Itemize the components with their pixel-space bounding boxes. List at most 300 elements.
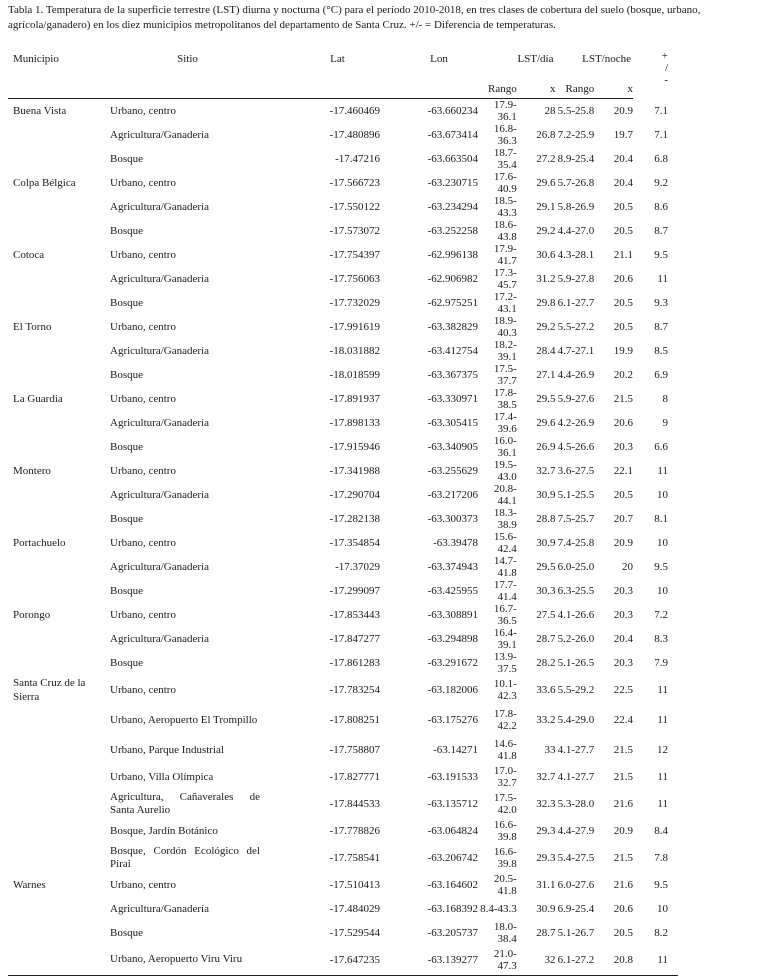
dia-rango-cell: 17.8-38.5 bbox=[493, 387, 517, 411]
noche-x-cell: 20.4 bbox=[613, 633, 633, 645]
lat-cell: -17.37029 bbox=[335, 561, 380, 573]
lat-cell: -17.341988 bbox=[329, 465, 380, 477]
dia-x-cell: 29.2 bbox=[536, 225, 556, 237]
lon-cell: -63.673414 bbox=[427, 129, 478, 141]
noche-x-cell: 20.4 bbox=[613, 177, 633, 189]
noche-x-cell: 20.4 bbox=[613, 153, 633, 165]
diff-cell: 10 bbox=[657, 489, 668, 501]
dia-x-cell: 32.3 bbox=[536, 798, 556, 810]
lat-cell: -17.647235 bbox=[265, 945, 380, 976]
dia-x-cell: 27.5 bbox=[536, 609, 556, 621]
lat-cell: -17.808251 bbox=[329, 714, 380, 726]
municipio-cell: La Guardia bbox=[13, 393, 63, 405]
municipio-cell bbox=[8, 339, 110, 363]
noche-rango-cell: 6.1-27.7 bbox=[557, 297, 595, 309]
dia-rango-cell: 18.5-43.3 bbox=[493, 195, 517, 219]
noche-x-cell: 20.3 bbox=[613, 609, 633, 621]
lat-cell: -17.354854 bbox=[329, 537, 380, 549]
dia-x-cell: 28.8 bbox=[536, 513, 556, 525]
noche-x-cell: 21.5 bbox=[613, 393, 633, 405]
header-noche-rango: Rango bbox=[556, 80, 595, 99]
dia-rango-cell: 16.6-39.8 bbox=[493, 846, 517, 870]
sitio-cell: Agricultura/Ganadería bbox=[110, 273, 209, 285]
noche-rango-cell: 5.4-27.5 bbox=[557, 852, 595, 864]
noche-x-cell: 21.1 bbox=[613, 249, 633, 261]
table-row bbox=[8, 873, 678, 897]
diff-cell: 8.4 bbox=[654, 825, 668, 837]
municipio-cell bbox=[8, 435, 110, 459]
sitio-cell: Bosque bbox=[110, 153, 143, 165]
noche-rango-cell: 6.0-27.6 bbox=[557, 879, 595, 891]
sitio-cell bbox=[110, 843, 265, 873]
municipio-cell bbox=[8, 843, 110, 873]
lon-cell: -63.330971 bbox=[427, 393, 478, 405]
lon-cell: -63.308891 bbox=[427, 609, 478, 621]
lon-cell: -63.135712 bbox=[427, 798, 478, 810]
dia-rango-cell: 16.0-36.1 bbox=[493, 435, 517, 459]
header-dia-rango: Rango bbox=[478, 80, 517, 99]
table-row bbox=[8, 675, 678, 705]
noche-x-cell: 20.3 bbox=[613, 585, 633, 597]
lat-cell: -17.758541 bbox=[329, 852, 380, 864]
lon-cell: -63.139277 bbox=[380, 945, 478, 976]
municipio-cell bbox=[8, 789, 110, 819]
table-row bbox=[8, 123, 678, 147]
lat-cell: -17.783254 bbox=[329, 684, 380, 696]
municipio-cell bbox=[8, 507, 110, 531]
noche-rango-cell: 6.0-25.0 bbox=[557, 561, 595, 573]
municipio-cell bbox=[8, 765, 110, 789]
noche-rango-cell: 5.1-26.7 bbox=[557, 926, 595, 939]
noche-rango-cell: 5.5-29.2 bbox=[557, 684, 595, 696]
diff-cell: 8 bbox=[662, 393, 668, 405]
lon-cell: -63.206742 bbox=[427, 852, 478, 864]
diff-cell: 11 bbox=[657, 273, 668, 285]
diff-cell: 8.6 bbox=[654, 201, 668, 213]
lat-cell: -17.898133 bbox=[329, 417, 380, 429]
dia-x-cell: 33.6 bbox=[536, 684, 556, 696]
table-body bbox=[8, 99, 678, 976]
noche-x-cell: 20.9 bbox=[613, 105, 633, 117]
dia-x-cell: 29.5 bbox=[536, 393, 556, 405]
dia-x-cell: 28.7 bbox=[536, 926, 556, 939]
lat-cell: -17.529544 bbox=[329, 926, 380, 939]
municipio-cell bbox=[8, 291, 110, 315]
lat-cell: -17.484029 bbox=[329, 902, 380, 915]
diff-cell: 8.1 bbox=[654, 513, 668, 525]
dia-x-cell: 32.7 bbox=[536, 465, 556, 477]
dia-x-cell: 33.2 bbox=[536, 714, 556, 726]
table-row bbox=[8, 555, 678, 579]
noche-x-cell: 20.6 bbox=[613, 902, 633, 915]
lon-cell: -63.064824 bbox=[427, 825, 478, 837]
municipio-cell bbox=[8, 921, 110, 945]
noche-x-cell: 20.3 bbox=[613, 657, 633, 669]
sitio-cell: Bosque, Jardín Botánico bbox=[110, 825, 218, 837]
noche-x-cell: 21.5 bbox=[613, 852, 633, 864]
dia-rango-cell: 17.5-42.0 bbox=[493, 792, 517, 816]
municipio-cell: El Torno bbox=[13, 321, 52, 333]
lat-cell: -17.480896 bbox=[329, 129, 380, 141]
dia-rango-cell: 17.7-41.4 bbox=[493, 579, 517, 603]
lat-cell: -17.847277 bbox=[329, 633, 380, 645]
noche-rango-cell: 6.1-27.2 bbox=[556, 945, 595, 976]
sitio-cell: Agricultura/Ganadería bbox=[110, 201, 209, 213]
table-row bbox=[8, 147, 678, 171]
table-row bbox=[8, 945, 678, 976]
diff-cell: 12 bbox=[657, 744, 668, 756]
noche-x-cell: 20 bbox=[622, 561, 633, 573]
sitio-cell: Urbano, centro bbox=[110, 537, 176, 549]
municipio-cell: Buena Vista bbox=[13, 105, 67, 117]
noche-rango-cell: 4.7-27.1 bbox=[557, 345, 595, 357]
lat-cell: -17.47216 bbox=[335, 153, 380, 165]
sitio-cell: Urbano, centro bbox=[110, 321, 176, 333]
diff-cell: 8.2 bbox=[654, 926, 668, 939]
dia-rango-cell: 13.9-37.5 bbox=[493, 651, 517, 675]
diff-cell: 8.3 bbox=[654, 633, 668, 645]
table-row bbox=[8, 411, 678, 435]
lat-cell: -17.991619 bbox=[329, 321, 380, 333]
noche-x-cell: 21.6 bbox=[613, 798, 633, 810]
noche-x-cell: 20.5 bbox=[613, 297, 633, 309]
lat-cell: -17.778826 bbox=[329, 825, 380, 837]
sitio-cell: Bosque bbox=[110, 369, 143, 381]
noche-rango-cell: 4.2-26.9 bbox=[557, 417, 595, 429]
dia-rango-cell: 17.9-36.1 bbox=[493, 99, 517, 123]
sitio-cell: Urbano, Villa Olímpica bbox=[110, 771, 214, 783]
noche-rango-cell: 3.6-27.5 bbox=[557, 465, 595, 477]
lon-cell: -63.425955 bbox=[427, 585, 478, 597]
municipio-cell bbox=[8, 627, 110, 651]
municipio-cell bbox=[8, 555, 110, 579]
lat-cell: -17.566723 bbox=[329, 177, 380, 189]
header-diff-slash: / bbox=[664, 62, 668, 75]
lon-cell: -63.374943 bbox=[427, 561, 478, 573]
municipio-cell bbox=[8, 195, 110, 219]
diff-cell: 9.2 bbox=[654, 177, 668, 189]
sitio-cell: Bosque bbox=[110, 513, 143, 525]
noche-x-cell: 20.9 bbox=[613, 825, 633, 837]
lat-cell: -17.754397 bbox=[329, 249, 380, 261]
dia-x-cell: 30.9 bbox=[536, 489, 556, 501]
diff-cell: 9.3 bbox=[654, 297, 668, 309]
sitio-cell: Bosque bbox=[110, 225, 143, 237]
dia-rango-cell: 8.4-43.3 bbox=[480, 902, 517, 915]
diff-cell: 7.1 bbox=[654, 129, 668, 141]
municipio-cell bbox=[8, 819, 110, 843]
diff-cell: 7.8 bbox=[654, 852, 668, 864]
diff-cell: 8.7 bbox=[654, 225, 668, 237]
noche-x-cell: 20.9 bbox=[613, 537, 633, 549]
lon-cell: -63.412754 bbox=[427, 345, 478, 357]
dia-rango-cell: 10.1-42.3 bbox=[493, 678, 517, 702]
table-row bbox=[8, 387, 678, 411]
table-row bbox=[8, 339, 678, 363]
table-row bbox=[8, 579, 678, 603]
sitio-cell bbox=[110, 789, 265, 819]
lon-cell: -63.663504 bbox=[427, 153, 478, 165]
municipio-cell: Montero bbox=[13, 465, 51, 477]
diff-cell: 8.7 bbox=[654, 321, 668, 333]
noche-rango-cell: 5.5-25.8 bbox=[557, 105, 595, 117]
noche-rango-cell: 4.1-27.7 bbox=[557, 744, 595, 756]
diff-cell: 10 bbox=[657, 902, 668, 915]
noche-rango-cell: 5.2-26.0 bbox=[557, 633, 595, 645]
municipio-cell: Porongo bbox=[13, 609, 51, 621]
diff-cell: 9 bbox=[662, 417, 668, 429]
sitio-cell: Urbano, centro bbox=[110, 393, 176, 405]
diff-cell: 11 bbox=[657, 465, 668, 477]
noche-x-cell: 19.9 bbox=[613, 345, 633, 357]
lon-cell: -63.234294 bbox=[427, 201, 478, 213]
dia-x-cell: 27.2 bbox=[536, 153, 556, 165]
noche-x-cell: 20.6 bbox=[613, 273, 633, 285]
lon-cell: -62.906982 bbox=[427, 273, 478, 285]
sitio-cell: Urbano, centro bbox=[110, 684, 176, 696]
lat-cell: -17.290704 bbox=[329, 489, 380, 501]
lst-table bbox=[8, 38, 678, 976]
diff-cell: 10 bbox=[657, 537, 668, 549]
municipio-cell bbox=[8, 363, 110, 387]
noche-x-cell: 20.5 bbox=[613, 926, 633, 939]
noche-rango-cell: 6.3-25.5 bbox=[557, 585, 595, 597]
municipio-cell: Portachuelo bbox=[13, 537, 66, 549]
dia-rango-cell: 17.0-32.7 bbox=[493, 765, 517, 789]
noche-rango-cell: 7.5-25.7 bbox=[557, 513, 595, 525]
sitio-text: Agricultura, Cañaverales de Santa Aurelio bbox=[110, 791, 260, 816]
lon-cell: -63.340905 bbox=[427, 441, 478, 453]
sitio-cell: Agricultura/Ganadería bbox=[110, 345, 209, 357]
lon-cell: -63.367375 bbox=[427, 369, 478, 381]
sitio-cell: Bosque bbox=[110, 926, 143, 939]
dia-x-cell: 26.9 bbox=[536, 441, 556, 453]
header-diff bbox=[633, 38, 678, 99]
table-row bbox=[8, 219, 678, 243]
dia-rango-cell: 17.9-41.7 bbox=[493, 243, 517, 267]
noche-rango-cell: 5.8-26.9 bbox=[557, 201, 595, 213]
municipio-cell bbox=[8, 579, 110, 603]
table-row bbox=[8, 315, 678, 339]
noche-rango-cell: 4.1-26.6 bbox=[557, 609, 595, 621]
lon-cell: -63.217206 bbox=[427, 489, 478, 501]
sitio-cell: Urbano, centro bbox=[110, 177, 176, 189]
lon-cell: -63.382829 bbox=[427, 321, 478, 333]
dia-rango-cell: 16.8-36.3 bbox=[493, 123, 517, 147]
header-dia-x: x bbox=[517, 80, 556, 99]
dia-x-cell: 29.3 bbox=[536, 852, 556, 864]
noche-rango-cell: 7.2-25.9 bbox=[557, 129, 595, 141]
noche-x-cell: 22.5 bbox=[613, 684, 633, 696]
municipio-cell bbox=[8, 147, 110, 171]
noche-rango-cell: 8.9-25.4 bbox=[557, 153, 595, 165]
municipio-cell bbox=[8, 411, 110, 435]
noche-rango-cell: 4.4-27.9 bbox=[557, 825, 595, 837]
lat-cell: -17.510413 bbox=[329, 879, 380, 891]
dia-rango-cell: 16.4-39.1 bbox=[493, 627, 517, 651]
sitio-cell: Agricultura/Ganadería bbox=[110, 129, 209, 141]
table-row bbox=[8, 243, 678, 267]
sitio-cell: Agricultura/Ganadería bbox=[110, 902, 209, 915]
dia-rango-cell: 17.6-40.9 bbox=[493, 171, 517, 195]
dia-x-cell: 31.2 bbox=[536, 273, 556, 285]
header-lon: Lon bbox=[430, 53, 448, 65]
header-row bbox=[8, 38, 678, 80]
noche-rango-cell: 5.4-29.0 bbox=[557, 714, 595, 726]
lat-cell: -17.460469 bbox=[329, 105, 380, 117]
diff-cell: 7.9 bbox=[654, 657, 668, 669]
municipio-cell bbox=[8, 735, 110, 765]
lon-cell: -63.660234 bbox=[427, 105, 478, 117]
lon-cell: -63.230715 bbox=[427, 177, 478, 189]
lon-cell: -63.168392 bbox=[427, 902, 478, 915]
noche-x-cell: 20.5 bbox=[613, 321, 633, 333]
sitio-cell bbox=[110, 735, 265, 765]
municipio-cell: Colpa Bélgica bbox=[13, 177, 76, 189]
lat-cell: -17.827771 bbox=[329, 771, 380, 783]
lat-cell: -18.031882 bbox=[329, 345, 380, 357]
diff-cell: 8.5 bbox=[654, 345, 668, 357]
table-row bbox=[8, 195, 678, 219]
diff-cell: 11 bbox=[657, 798, 668, 810]
sitio-cell: Agricultura/Ganadería bbox=[110, 489, 209, 501]
noche-rango-cell: 4.3-28.1 bbox=[557, 249, 595, 261]
dia-rango-cell: 18.9-40.3 bbox=[493, 315, 517, 339]
sitio-text: Urbano, Parque Industrial bbox=[110, 743, 224, 756]
municipio-cell bbox=[8, 705, 110, 735]
lon-cell: -63.39478 bbox=[433, 537, 478, 549]
noche-x-cell: 22.1 bbox=[613, 465, 633, 477]
diff-cell: 11 bbox=[657, 714, 668, 726]
table-row bbox=[8, 921, 678, 945]
dia-rango-cell: 16.6-39.8 bbox=[493, 819, 517, 843]
municipio-cell bbox=[8, 897, 110, 921]
table-row bbox=[8, 507, 678, 531]
lat-cell: -17.550122 bbox=[329, 201, 380, 213]
dia-rango-cell: 18.7-35.4 bbox=[493, 147, 517, 171]
sitio-cell bbox=[110, 945, 265, 976]
noche-rango-cell: 5.7-26.8 bbox=[557, 177, 595, 189]
lon-cell: -63.252258 bbox=[427, 225, 478, 237]
sitio-cell: Bosque bbox=[110, 585, 143, 597]
dia-rango-cell: 18.2-39.1 bbox=[493, 339, 517, 363]
lon-cell: -63.305415 bbox=[427, 417, 478, 429]
table-row bbox=[8, 171, 678, 195]
noche-x-cell: 21.5 bbox=[613, 744, 633, 756]
municipio-cell bbox=[8, 123, 110, 147]
dia-rango-cell: 17.8-42.2 bbox=[493, 708, 517, 732]
header-lst-dia: LST/día bbox=[517, 53, 554, 65]
table-row bbox=[8, 531, 678, 555]
dia-x-cell: 28.7 bbox=[536, 633, 556, 645]
table-row bbox=[8, 843, 678, 873]
dia-rango-cell: 17.2-43.1 bbox=[493, 291, 517, 315]
header-diff-plus: + bbox=[661, 50, 668, 63]
dia-rango-cell: 14.7-41.8 bbox=[493, 555, 517, 579]
lat-cell: -17.282138 bbox=[329, 513, 380, 525]
dia-x-cell: 29.6 bbox=[536, 177, 556, 189]
diff-cell: 6.8 bbox=[654, 153, 668, 165]
table-row bbox=[8, 363, 678, 387]
noche-rango-cell: 5.3-28.0 bbox=[557, 798, 595, 810]
dia-x-cell: 30.3 bbox=[536, 585, 556, 597]
sitio-cell: Bosque bbox=[110, 657, 143, 669]
lon-cell: -63.14271 bbox=[433, 744, 478, 756]
sitio-cell: Bosque bbox=[110, 297, 143, 309]
dia-x-cell: 27.1 bbox=[536, 369, 556, 381]
noche-x-cell: 20.8 bbox=[594, 945, 633, 976]
dia-x-cell: 29.6 bbox=[536, 417, 556, 429]
noche-x-cell: 20.3 bbox=[613, 441, 633, 453]
diff-cell: 10 bbox=[657, 585, 668, 597]
diff-cell: 7.1 bbox=[654, 104, 668, 117]
dia-x-cell: 28.4 bbox=[536, 345, 556, 357]
municipio-cell bbox=[8, 483, 110, 507]
diff-cell: 11 bbox=[633, 945, 678, 976]
sitio-cell: Urbano, centro bbox=[110, 249, 176, 261]
header-noche-x: x bbox=[594, 80, 633, 99]
diff-cell: 11 bbox=[657, 684, 668, 696]
sitio-cell: Urbano, centro bbox=[110, 465, 176, 477]
lat-cell: -17.891937 bbox=[329, 393, 380, 405]
lon-cell: -63.164602 bbox=[427, 879, 478, 891]
lat-cell: -18.018599 bbox=[329, 369, 380, 381]
dia-rango-cell: 15.6-42.4 bbox=[493, 531, 517, 555]
lon-cell: -63.191533 bbox=[427, 771, 478, 783]
lon-cell: -62.996138 bbox=[427, 249, 478, 261]
table-row bbox=[8, 483, 678, 507]
sitio-text: Urbano, Aeropuerto Viru Viru bbox=[110, 953, 243, 966]
lat-cell: -17.915946 bbox=[329, 441, 380, 453]
sitio-text: Urbano, Aeropuerto El Trompillo bbox=[110, 713, 258, 726]
table-row bbox=[8, 705, 678, 735]
header-diff-minus: - bbox=[664, 74, 668, 87]
table-row bbox=[8, 267, 678, 291]
table-row bbox=[8, 291, 678, 315]
noche-x-cell: 20.5 bbox=[613, 225, 633, 237]
sitio-cell: Agricultura/Ganadería bbox=[110, 417, 209, 429]
dia-rango-cell: 18.0-38.4 bbox=[493, 920, 517, 945]
lat-cell: -17.861283 bbox=[329, 657, 380, 669]
noche-rango-cell: 4.5-26.6 bbox=[557, 441, 595, 453]
sitio-cell: Urbano, centro bbox=[110, 105, 176, 117]
lon-cell: -63.255629 bbox=[427, 465, 478, 477]
dia-x-cell: 28.2 bbox=[536, 657, 556, 669]
table-row bbox=[8, 651, 678, 675]
lon-cell: -63.291672 bbox=[427, 657, 478, 669]
table-row bbox=[8, 897, 678, 921]
noche-rango-cell: 5.9-27.8 bbox=[557, 273, 595, 285]
header-sitio: Sitio bbox=[177, 53, 198, 65]
dia-x-cell: 29.5 bbox=[536, 561, 556, 573]
dia-x-cell: 29.1 bbox=[536, 201, 556, 213]
noche-x-cell: 20.2 bbox=[613, 369, 633, 381]
diff-cell: 9.5 bbox=[654, 879, 668, 891]
dia-rango-cell: 16.7-36.5 bbox=[493, 603, 517, 627]
diff-cell: 9.5 bbox=[654, 561, 668, 573]
municipio-cell bbox=[8, 945, 110, 976]
table-row bbox=[8, 735, 678, 765]
noche-x-cell: 20.5 bbox=[613, 201, 633, 213]
dia-rango-cell: 19.5-43.0 bbox=[493, 459, 517, 483]
lat-cell: -17.853443 bbox=[329, 609, 380, 621]
noche-rango-cell: 5.9-27.6 bbox=[557, 393, 595, 405]
sitio-text: Bosque, Cordón Ecológico del Pirai bbox=[110, 845, 260, 870]
header-lat: Lat bbox=[330, 53, 345, 65]
municipio-cell bbox=[8, 651, 110, 675]
dia-x-cell: 26.8 bbox=[536, 129, 556, 141]
lon-cell: -63.175276 bbox=[427, 714, 478, 726]
